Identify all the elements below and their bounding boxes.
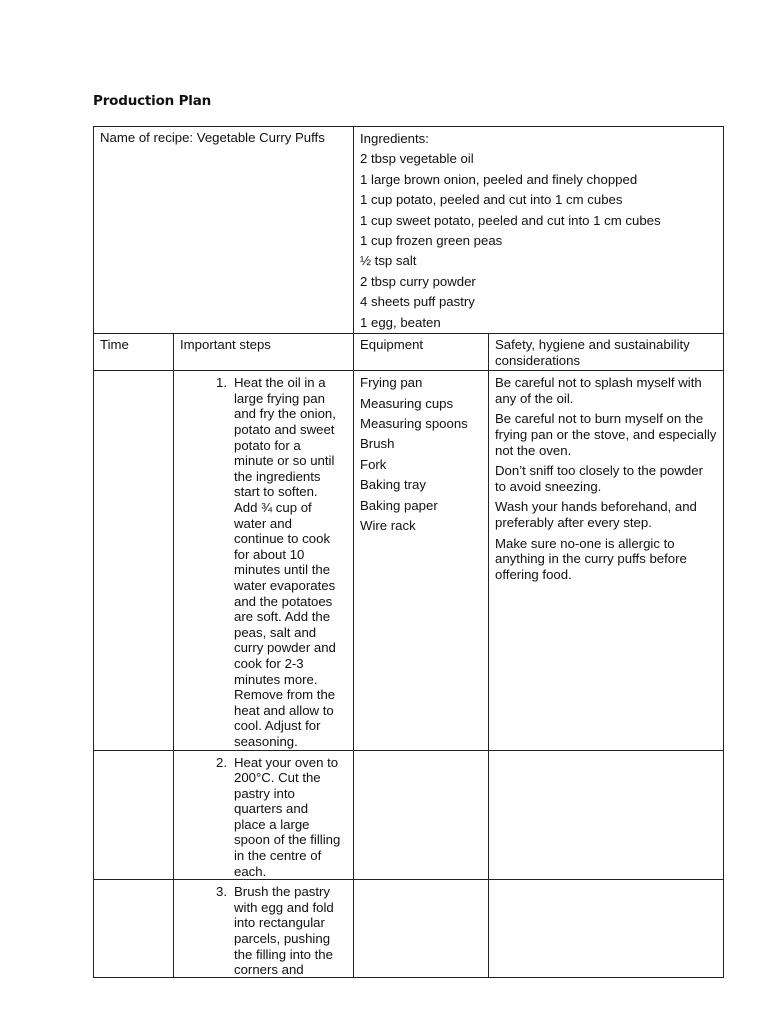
safety-cell [489, 880, 724, 978]
safety-cell [489, 750, 724, 880]
step-number: 3. [216, 884, 227, 900]
step-text: Heat the oil in a large frying pan and fry the onion, potato and sweet potato for a minute or so until the ingredients start to soften. Add ¾ cup of water and continue to cook for about 10 minutes until the water evaporates and the potatoes are soft. Add the peas, salt and curry powder and cook for 2-3 minutes more. Remove from the heat and allow to cool. Adjust for seasoning. [234, 375, 336, 749]
header-time-label: Time [100, 337, 129, 353]
safety-item: Wash your hands beforehand, and preferably after every step. [495, 499, 697, 530]
time-cell [94, 750, 174, 880]
recipe-row [94, 127, 724, 334]
equipment-item: Baking paper [360, 497, 438, 513]
safety-item: Be careful not to splash myself with any of the oil. [495, 375, 702, 406]
header-time [94, 334, 174, 371]
equipment-cell [354, 371, 489, 750]
equipment-item: Measuring spoons [360, 416, 468, 432]
equipment-item: Measuring cups [360, 395, 454, 411]
header-steps [174, 334, 354, 371]
time-cell [94, 880, 174, 978]
ingredient-item: 1 cup frozen green peas [360, 233, 503, 249]
header-row [94, 334, 724, 371]
header-steps-label: Important steps [180, 337, 271, 353]
equipment-cell [354, 880, 489, 978]
ingredient-item: 1 cup potato, peeled and cut into 1 cm cubes [360, 192, 623, 208]
ingredient-item: 1 large brown onion, peeled and finely chopped [360, 171, 638, 187]
recipe-name-cell [94, 127, 354, 334]
ingredient-item: 2 tbsp vegetable oil [360, 151, 474, 167]
step-number: 1. [216, 375, 227, 391]
header-equipment [354, 334, 489, 371]
equipment-item: Frying pan [360, 375, 423, 391]
step-cell [174, 371, 354, 750]
recipe-name: Name of recipe: Vegetable Curry Puffs [100, 130, 325, 145]
ingredient-item: ½ tsp salt [360, 253, 417, 269]
header-safety [489, 334, 724, 371]
step-cell [174, 880, 354, 978]
safety-item: Don’t sniff too closely to the powder to avoid sneezing. [495, 463, 703, 494]
ingredient-item: 1 cup sweet potato, peeled and cut into 1 cm cubes [360, 212, 661, 228]
safety-item: Make sure no-one is allergic to anything in the curry puffs before offering food. [495, 535, 687, 582]
equipment-item: Brush [360, 436, 395, 452]
ingredients-heading: Ingredients: [360, 131, 429, 146]
step-number: 2. [216, 754, 227, 770]
ingredient-item: 4 sheets puff pastry [360, 294, 475, 310]
header-safety-label: Safety, hygiene and sustainability considerations [495, 337, 690, 368]
table-row [94, 880, 724, 978]
production-plan-table [93, 126, 724, 978]
table-row [94, 371, 724, 750]
time-value [94, 371, 173, 376]
document-title: Production Plan [93, 93, 212, 109]
step-cell [174, 750, 354, 880]
time-value [94, 751, 173, 756]
ingredients-cell [354, 127, 724, 334]
equipment-item: Fork [360, 456, 387, 472]
time-value [94, 880, 173, 885]
equipment-cell [354, 750, 489, 880]
step-text: Heat your oven to 200°C. Cut the pastry into quarters and place a large spoon of the filling in the centre of each. [234, 754, 341, 879]
ingredient-item: 2 tbsp curry powder [360, 273, 476, 289]
safety-item: Be careful not to burn myself on the frying pan or the stove, and especially not the oven. [495, 411, 717, 458]
equipment-item: Wire rack [360, 518, 416, 534]
equipment-item: Baking tray [360, 477, 426, 493]
table-row [94, 750, 724, 880]
ingredient-item: 1 egg, beaten [360, 314, 441, 330]
time-cell [94, 371, 174, 750]
header-equipment-label: Equipment [360, 337, 424, 353]
step-text: Brush the pastry with egg and fold into rectangular parcels, pushing the filling into the corners and [234, 884, 334, 977]
safety-cell [489, 371, 724, 750]
